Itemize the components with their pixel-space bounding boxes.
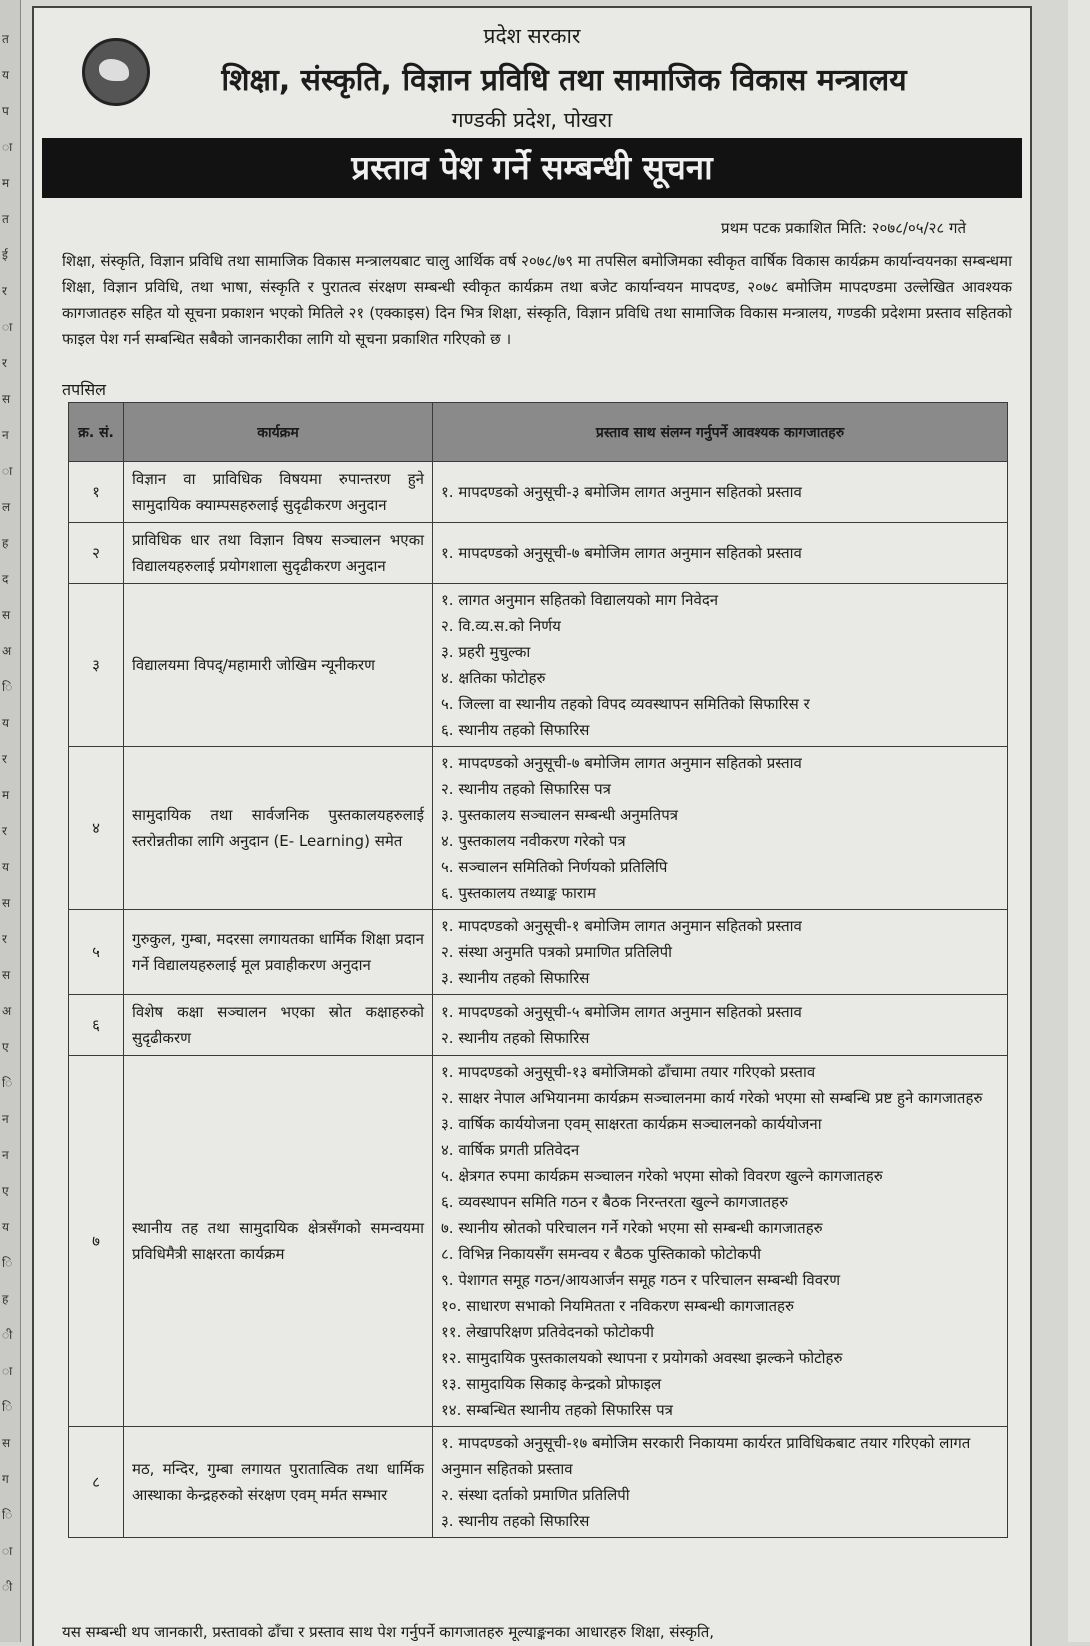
document-item: १४. सम्बन्धित स्थानीय तहको सिफारिस पत्र <box>441 1401 673 1419</box>
margin-glyph: ि <box>2 1076 13 1090</box>
document-item: ६. स्थानीय तहको सिफारिस <box>441 721 590 739</box>
margin-glyph: द <box>2 572 9 586</box>
margin-glyph: न <box>2 1112 9 1126</box>
document-item: १२. सामुदायिक पुस्तकालयको स्थापना र प्रयोगको अवस्था झल्कने फोटोहरु <box>441 1349 843 1367</box>
document-item: ५. सञ्चालन समितिको निर्णयको प्रतिलिपि <box>441 858 668 876</box>
margin-glyph: य <box>2 716 9 730</box>
row-serial: ७ <box>69 1056 124 1427</box>
margin-glyph: र <box>2 752 7 766</box>
document-item: ७. स्थानीय स्रोतको परिचालन गर्ने गरेको भएमा सो सम्बन्धी कागजातहरु <box>441 1219 823 1237</box>
row-serial: ३ <box>69 584 124 747</box>
margin-glyph: ह <box>2 536 9 550</box>
footer-text: यस सम्बन्धी थप जानकारी, प्रस्तावको ढाँचा र प्रस्ताव साथ पेश गर्नुपर्ने कागजातहरु मूल्याङ्कनका आधारहरु शिक्षा, संस्कृति, <box>62 1623 715 1641</box>
row-serial: ५ <box>69 910 124 995</box>
row-program: मठ, मन्दिर, गुम्बा लगायत पुरातात्विक तथा धार्मिक आस्थाका केन्द्रहरुको संरक्षण एवम् मर्मत सम्भार <box>124 1427 433 1538</box>
margin-glyph: म <box>2 788 10 802</box>
document-item: ३. स्थानीय तहको सिफारिस <box>441 969 590 987</box>
document-item: २. स्थानीय तहको सिफारिस <box>441 1029 590 1047</box>
margin-glyph: र <box>2 932 7 946</box>
table-row <box>69 462 1008 523</box>
margin-glyph: ि <box>2 1400 13 1414</box>
margin-glyph: स <box>2 968 11 982</box>
margin-glyph: म <box>2 176 10 190</box>
document-item: ४. वार्षिक प्रगती प्रतिवेदन <box>441 1141 580 1159</box>
document-item: २. संस्था अनुमति पत्रको प्रमाणित प्रतिलिपी <box>441 943 673 961</box>
document-item: १. मापदण्डको अनुसूची-१३ बमोजिमको ढाँचामा तयार गरिएको प्रस्ताव <box>441 1063 816 1081</box>
margin-glyph: र <box>2 284 7 298</box>
row-program: विज्ञान वा प्राविधिक विषयमा रुपान्तरण हुने सामुदायिक क्याम्पसहरुलाई सुदृढीकरण अनुदान <box>124 462 433 523</box>
margin-glyph: य <box>2 1220 9 1234</box>
document-item: ८. विभिन्न निकायसँग समन्वय र बैठक पुस्तिकाको फोटोकपी <box>441 1245 762 1263</box>
margin-glyph: ी <box>2 1328 13 1342</box>
margin-glyph: र <box>2 824 7 838</box>
row-serial: २ <box>69 523 124 584</box>
notice-title-banner: प्रस्ताव पेश गर्ने सम्बन्धी सूचना <box>42 138 1022 198</box>
document-item: १. मापदण्डको अनुसूची-५ बमोजिम लागत अनुमान सहितको प्रस्ताव <box>441 1003 802 1021</box>
table-row <box>69 910 1008 995</box>
margin-glyph: न <box>2 428 9 442</box>
requirements-table <box>68 402 1008 1538</box>
margin-glyph: प <box>2 104 9 118</box>
document-item: २. स्थानीय तहको सिफारिस पत्र <box>441 780 611 798</box>
row-documents <box>433 910 1008 995</box>
document-item: ३. वार्षिक कार्ययोजना एवम् साक्षरता कार्यक्रम सञ्चालनको कार्ययोजना <box>441 1115 822 1133</box>
document-item: १. मापदण्डको अनुसूची-१७ बमोजिम सरकारी निकायमा कार्यरत प्राविधिकबाट तयार गरिएको लागत अनुमान सहितको प्रस्ताव <box>441 1434 971 1478</box>
document-item: १. मापदण्डको अनुसूची-७ बमोजिम लागत अनुमान सहितको प्रस्ताव <box>441 544 802 562</box>
publication-date: प्रथम पटक प्रकाशित मिति: २०७८/०५/२८ गते <box>721 219 966 237</box>
margin-glyph: ए <box>2 1040 9 1054</box>
header-program: कार्यक्रम <box>124 403 433 462</box>
table-row <box>69 747 1008 910</box>
margin-glyph: ा <box>2 464 13 478</box>
row-program: सामुदायिक तथा सार्वजनिक पुस्तकालयहरुलाई स्तरोन्नतीका लागि अनुदान (E- Learning) समेत <box>124 747 433 910</box>
margin-glyph: ि <box>2 680 13 694</box>
intro-paragraph: शिक्षा, संस्कृति, विज्ञान प्रविधि तथा सामाजिक विकास मन्त्रालयबाट चालु आर्थिक वर्ष २०७८/७९ मा तपसिल बमोजिमका स्वीकृत वार्षिक विकास कार्यक्रम कार्यान्वयनका सम्बन्धमा शिक्षा, विज्ञान प्रविधि, तथा भाषा, संस्कृति र पुरातत्व संरक्षण सम्बन्धी स्वीकृत कार्यक्रम तथा बजेट कार्यान्वयन मापदण्ड, २०७८ बमोजिम मापदण्डमा उल्लेखित आवश्यक कागजातहरु सहित यो सूचना प्रकाशन भएको मितिले २१ (एक्काइस) दिन भित्र शिक्षा, संस्कृति, विज्ञान प्रविधि तथा सामाजिक विकास मन्त्रालय, गण्डकी प्रदेशमा प्रस्ताव सहितको फाइल पेश गर्न सम्बन्धित सबैको जानकारीका लागि यो सूचना प्रकाशित गरिएको छ । <box>62 252 1012 348</box>
document-item: २. वि.व्य.स.को निर्णय <box>441 617 561 635</box>
row-documents <box>433 462 1008 523</box>
schedule-label: तपसिल <box>62 380 107 399</box>
document-item: १. लागत अनुमान सहितको विद्यालयको माग निवेदन <box>441 591 719 609</box>
margin-glyph: र <box>2 356 7 370</box>
margin-glyph: ि <box>2 1508 13 1522</box>
document-item: ३. स्थानीय तहको सिफारिस <box>441 1512 590 1530</box>
row-program: विद्यालयमा विपद्/महामारी जोखिम न्यूनीकरण <box>124 584 433 747</box>
margin-glyph: य <box>2 68 9 82</box>
document-item: ५. जिल्ला वा स्थानीय तहको विपद व्यवस्थापन समितिको सिफारिस र <box>441 695 810 713</box>
document-item: १. मापदण्डको अनुसूची-७ बमोजिम लागत अनुमान सहितको प्रस्ताव <box>441 754 802 772</box>
table-header-row <box>69 403 1008 462</box>
notice-header <box>34 8 1030 133</box>
document-item: ६. पुस्तकालय तथ्याङ्क फाराम <box>441 884 596 902</box>
margin-glyph: त <box>2 32 9 46</box>
margin-glyph: ा <box>2 320 13 334</box>
table-row <box>69 523 1008 584</box>
table-row <box>69 1427 1008 1538</box>
margin-glyph: ए <box>2 1184 9 1198</box>
document-item: ३. पुस्तकालय सञ्चालन सम्बन्धी अनुमतिपत्र <box>441 806 679 824</box>
table-row <box>69 995 1008 1056</box>
adjacent-page-edge <box>1068 0 1090 1642</box>
margin-glyph: स <box>2 608 11 622</box>
document-item: १०. साधारण सभाको नियमितता र नविकरण सम्बन्धी कागजातहरु <box>441 1297 794 1315</box>
document-item: १. मापदण्डको अनुसूची-३ बमोजिम लागत अनुमान सहितको प्रस्ताव <box>441 483 802 501</box>
margin-glyph: स <box>2 392 11 406</box>
document-item: १३. सामुदायिक सिकाइ केन्द्रको प्रोफाइल <box>441 1375 662 1393</box>
margin-glyph: ग <box>2 1472 9 1486</box>
margin-glyph: ि <box>2 1256 13 1270</box>
document-item: ४. क्षतिका फोटोहरु <box>441 669 546 687</box>
document-item: २. संस्था दर्ताको प्रमाणित प्रतिलिपी <box>441 1486 630 1504</box>
margin-glyph: ी <box>2 1580 13 1594</box>
margin-glyph: ल <box>2 500 11 514</box>
margin-glyph: स <box>2 896 11 910</box>
document-item: ९. पेशागत समूह गठन/आयआर्जन समूह गठन र परिचालन सम्बन्धी विवरण <box>441 1271 841 1289</box>
row-serial: ६ <box>69 995 124 1056</box>
row-program: विशेष कक्षा सञ्चालन भएका स्रोत कक्षाहरुको सुदृढीकरण <box>124 995 433 1056</box>
row-documents <box>433 1427 1008 1538</box>
margin-glyph: ा <box>2 1364 13 1378</box>
row-serial: १ <box>69 462 124 523</box>
nepal-emblem-icon <box>82 38 150 106</box>
document-item: ६. व्यवस्थापन समिति गठन र बैठक निरन्तरता खुल्ने कागजातहरु <box>441 1193 789 1211</box>
margin-glyph: ह <box>2 1292 9 1306</box>
margin-glyph: न <box>2 1148 9 1162</box>
ministry-location: गण्डकी प्रदेश, पोखरा <box>451 108 613 132</box>
row-documents <box>433 747 1008 910</box>
row-program: प्राविधिक धार तथा विज्ञान विषय सञ्चालन भएका विद्यालयहरुलाई प्रयोगशाला सुदृढीकरण अनुदान <box>124 523 433 584</box>
row-serial: ४ <box>69 747 124 910</box>
notice-page <box>32 6 1032 1646</box>
margin-glyph: य <box>2 860 9 874</box>
margin-glyph: अ <box>2 644 12 658</box>
document-item: ३. प्रहरी मुचुल्का <box>441 643 531 661</box>
header-serial: क्र. सं. <box>69 403 124 462</box>
row-documents <box>433 584 1008 747</box>
ministry-title: शिक्षा, संस्कृति, विज्ञान प्रविधि तथा सामाजिक विकास मन्त्रालय <box>221 63 907 98</box>
government-label: प्रदेश सरकार <box>483 24 581 48</box>
table-row <box>69 584 1008 747</box>
margin-glyph: ा <box>2 140 13 154</box>
margin-glyph: स <box>2 1436 11 1450</box>
document-item: १. मापदण्डको अनुसूची-१ बमोजिम लागत अनुमान सहितको प्रस्ताव <box>441 917 802 935</box>
document-item: ५. क्षेत्रगत रुपमा कार्यक्रम सञ्चालन गरेको भएमा सोको विवरण खुल्ने कागजातहरु <box>441 1167 883 1185</box>
margin-glyph: त <box>2 212 9 226</box>
margin-glyph: अ <box>2 1004 12 1018</box>
table-row <box>69 1056 1008 1427</box>
document-item: ४. पुस्तकालय नवीकरण गरेको पत्र <box>441 832 626 850</box>
document-item: २. साक्षर नेपाल अभियानमा कार्यक्रम सञ्चालनमा कार्य गरेको भएमा सो सम्बन्धि प्रष्ट हुने कागजातहरु <box>441 1089 983 1107</box>
margin-glyph: ई <box>2 248 8 262</box>
header-documents: प्रस्ताव साथ संलग्न गर्नुपर्ने आवश्यक कागजातहरु <box>433 403 1008 462</box>
row-documents <box>433 995 1008 1056</box>
margin-glyph: ा <box>2 1544 13 1558</box>
row-documents <box>433 1056 1008 1427</box>
row-program: गुरुकुल, गुम्बा, मदरसा लगायतका धार्मिक शिक्षा प्रदान गर्ने विद्यालयहरुलाई मूल प्रवाहीकरण अनुदान <box>124 910 433 995</box>
document-item: ११. लेखापरिक्षण प्रतिवेदनको फोटोकपी <box>441 1323 654 1341</box>
row-serial: ८ <box>69 1427 124 1538</box>
row-program: स्थानीय तह तथा सामुदायिक क्षेत्रसँगको समन्वयमा प्रविधिमैत्री साक्षरता कार्यक्रम <box>124 1056 433 1427</box>
adjacent-column-strip <box>0 0 21 1642</box>
row-documents <box>433 523 1008 584</box>
